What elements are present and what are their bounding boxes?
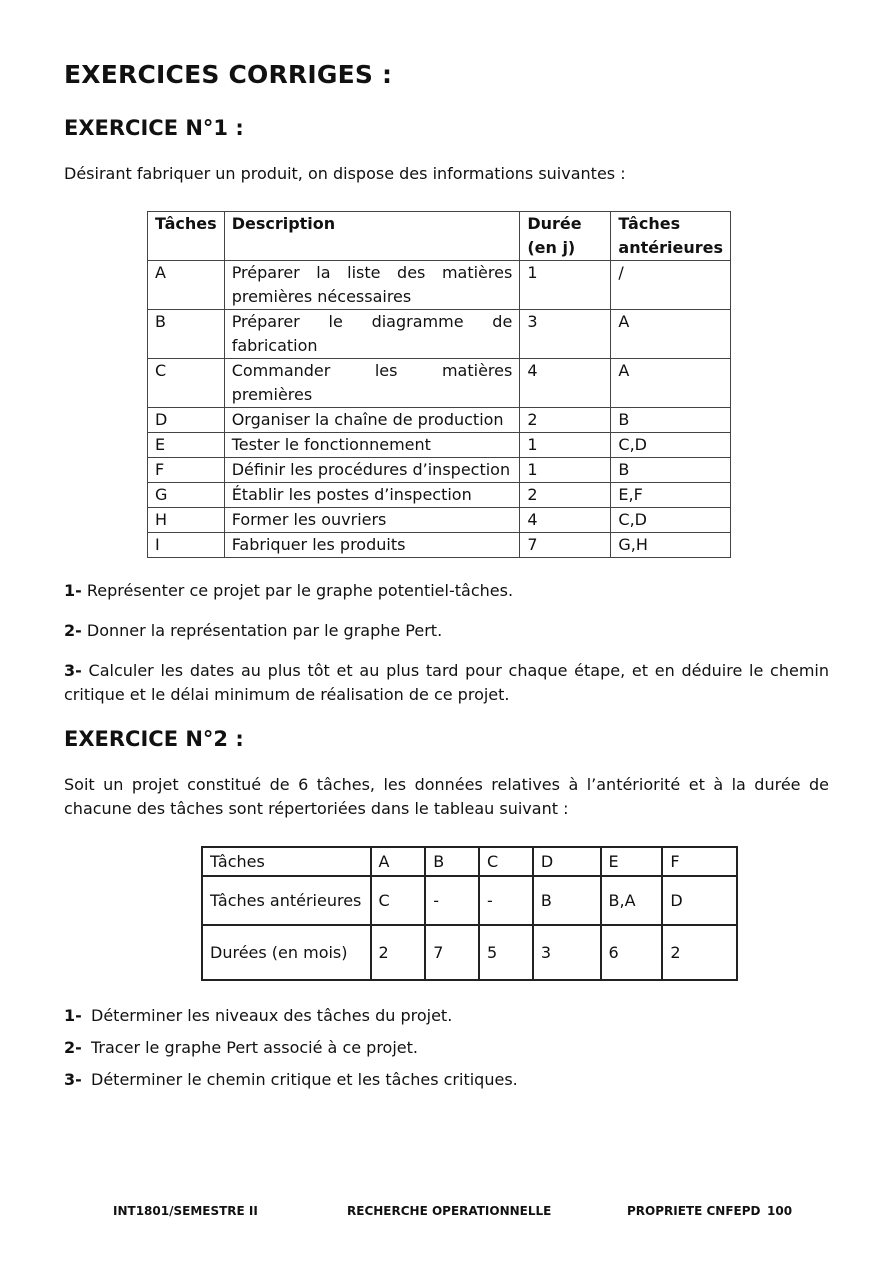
task-cell: D bbox=[533, 847, 601, 876]
duration-cell: 2 bbox=[520, 483, 611, 508]
task-cell: A bbox=[371, 847, 426, 876]
task-cell: A bbox=[148, 261, 225, 310]
exercise-1-question-2 bbox=[64, 619, 442, 643]
task-cell: B bbox=[148, 310, 225, 359]
footer-subject: RECHERCHE OPERATIONNELLE bbox=[347, 1204, 552, 1218]
exercise-1-table bbox=[147, 211, 731, 558]
question-number: 3- bbox=[64, 661, 82, 680]
task-cell: H bbox=[148, 508, 225, 533]
task-cell: E bbox=[601, 847, 663, 876]
question-text: Représenter ce projet par le graphe potentiel-tâches. bbox=[86, 581, 514, 600]
row-label: Tâches bbox=[202, 847, 371, 876]
duration-cell: 1 bbox=[520, 433, 611, 458]
question-number: 1- bbox=[64, 1006, 82, 1025]
question-text: Donner la représentation par le graphe Pert. bbox=[86, 621, 443, 640]
predecessor-cell: C,D bbox=[611, 508, 731, 533]
question-number: 2- bbox=[64, 1038, 82, 1057]
description-cell: Former les ouvriers bbox=[224, 508, 520, 533]
predecessor-cell: - bbox=[479, 876, 533, 925]
task-cell: E bbox=[148, 433, 225, 458]
table-row bbox=[148, 359, 731, 408]
question-text: Déterminer le chemin critique et les tâches critiques. bbox=[91, 1070, 518, 1089]
page-title: EXERCICES CORRIGES : bbox=[64, 60, 393, 89]
task-cell: C bbox=[479, 847, 533, 876]
duration-cell: 5 bbox=[479, 925, 533, 980]
task-cell: B bbox=[425, 847, 479, 876]
predecessor-cell: / bbox=[611, 261, 731, 310]
duration-cell: 7 bbox=[520, 533, 611, 558]
duration-cell: 1 bbox=[520, 458, 611, 483]
predecessor-cell: B bbox=[611, 408, 731, 433]
duration-cell: 3 bbox=[533, 925, 601, 980]
exercise-2-intro: Soit un projet constitué de 6 tâches, les données relatives à l’antériorité et à la durée de chacune des tâches sont répertoriées dans le tableau suivant : bbox=[64, 775, 829, 818]
table-row bbox=[148, 508, 731, 533]
description-cell: Commander les matières premières bbox=[224, 359, 520, 408]
table-row bbox=[148, 483, 731, 508]
description-cell: Tester le fonctionnement bbox=[224, 433, 520, 458]
predecessor-cell: A bbox=[611, 359, 731, 408]
table-row bbox=[148, 261, 731, 310]
duration-cell: 4 bbox=[520, 359, 611, 408]
exercise-1-question-3 bbox=[64, 659, 829, 707]
duration-cell: 2 bbox=[662, 925, 737, 980]
duration-cell: 2 bbox=[371, 925, 426, 980]
table-row bbox=[202, 847, 737, 876]
question-text: Tracer le graphe Pert associé à ce projet. bbox=[91, 1038, 418, 1057]
task-cell: D bbox=[148, 408, 225, 433]
exercise-2-question-3 bbox=[64, 1068, 518, 1092]
question-text: Déterminer les niveaux des tâches du projet. bbox=[91, 1006, 453, 1025]
predecessor-cell: G,H bbox=[611, 533, 731, 558]
exercise-1-heading: EXERCICE N°1 : bbox=[64, 116, 244, 140]
description-cell: Établir les postes d’inspection bbox=[224, 483, 520, 508]
description-cell: Fabriquer les produits bbox=[224, 533, 520, 558]
predecessor-cell: A bbox=[611, 310, 731, 359]
footer-owner: PROPRIETE CNFEPD bbox=[627, 1204, 761, 1218]
footer-page-number: 100 bbox=[767, 1204, 793, 1218]
duration-cell: 7 bbox=[425, 925, 479, 980]
table-row bbox=[148, 533, 731, 558]
description-cell: Organiser la chaîne de production bbox=[224, 408, 520, 433]
header-cell: Description bbox=[224, 212, 520, 261]
predecessor-cell: - bbox=[425, 876, 479, 925]
description-cell: Préparer la liste des matières premières nécessaires bbox=[224, 261, 520, 310]
predecessor-cell: B bbox=[611, 458, 731, 483]
row-label: Tâches antérieures bbox=[202, 876, 371, 925]
exercise-2-question-2 bbox=[64, 1036, 418, 1060]
task-cell: F bbox=[148, 458, 225, 483]
exercise-2-question-1 bbox=[64, 1004, 452, 1028]
table-header-row bbox=[148, 212, 731, 261]
predecessor-cell: C bbox=[371, 876, 426, 925]
duration-cell: 6 bbox=[601, 925, 663, 980]
duration-cell: 3 bbox=[520, 310, 611, 359]
table-row bbox=[202, 876, 737, 925]
task-cell: F bbox=[662, 847, 737, 876]
exercise-1-intro: Désirant fabriquer un produit, on dispose des informations suivantes : bbox=[64, 164, 626, 183]
task-cell: C bbox=[148, 359, 225, 408]
predecessor-cell: B bbox=[533, 876, 601, 925]
header-cell: Durée (en j) bbox=[520, 212, 611, 261]
question-text: Calculer les dates au plus tôt et au plus tard pour chaque étape, et en déduire le chemin critique et le délai minimum de réalisation de ce projet. bbox=[64, 661, 829, 704]
exercise-1-question-1 bbox=[64, 579, 513, 603]
question-number: 1- bbox=[64, 581, 82, 600]
exercise-2-heading: EXERCICE N°2 : bbox=[64, 727, 244, 751]
predecessor-cell: D bbox=[662, 876, 737, 925]
header-cell: Tâches antérieures bbox=[611, 212, 731, 261]
task-cell: G bbox=[148, 483, 225, 508]
table-row bbox=[202, 925, 737, 980]
predecessor-cell: B,A bbox=[601, 876, 663, 925]
footer-course-code: INT1801/SEMESTRE II bbox=[113, 1204, 258, 1218]
header-cell: Tâches bbox=[148, 212, 225, 261]
description-cell: Définir les procédures d’inspection bbox=[224, 458, 520, 483]
duration-cell: 2 bbox=[520, 408, 611, 433]
description-cell: Préparer le diagramme de fabrication bbox=[224, 310, 520, 359]
question-number: 3- bbox=[64, 1070, 82, 1089]
table-row bbox=[148, 310, 731, 359]
table-row bbox=[148, 408, 731, 433]
predecessor-cell: C,D bbox=[611, 433, 731, 458]
question-number: 2- bbox=[64, 621, 82, 640]
duration-cell: 1 bbox=[520, 261, 611, 310]
table-row bbox=[148, 433, 731, 458]
task-cell: I bbox=[148, 533, 225, 558]
row-label: Durées (en mois) bbox=[202, 925, 371, 980]
duration-cell: 4 bbox=[520, 508, 611, 533]
table-row bbox=[148, 458, 731, 483]
exercise-2-table bbox=[201, 846, 738, 981]
predecessor-cell: E,F bbox=[611, 483, 731, 508]
